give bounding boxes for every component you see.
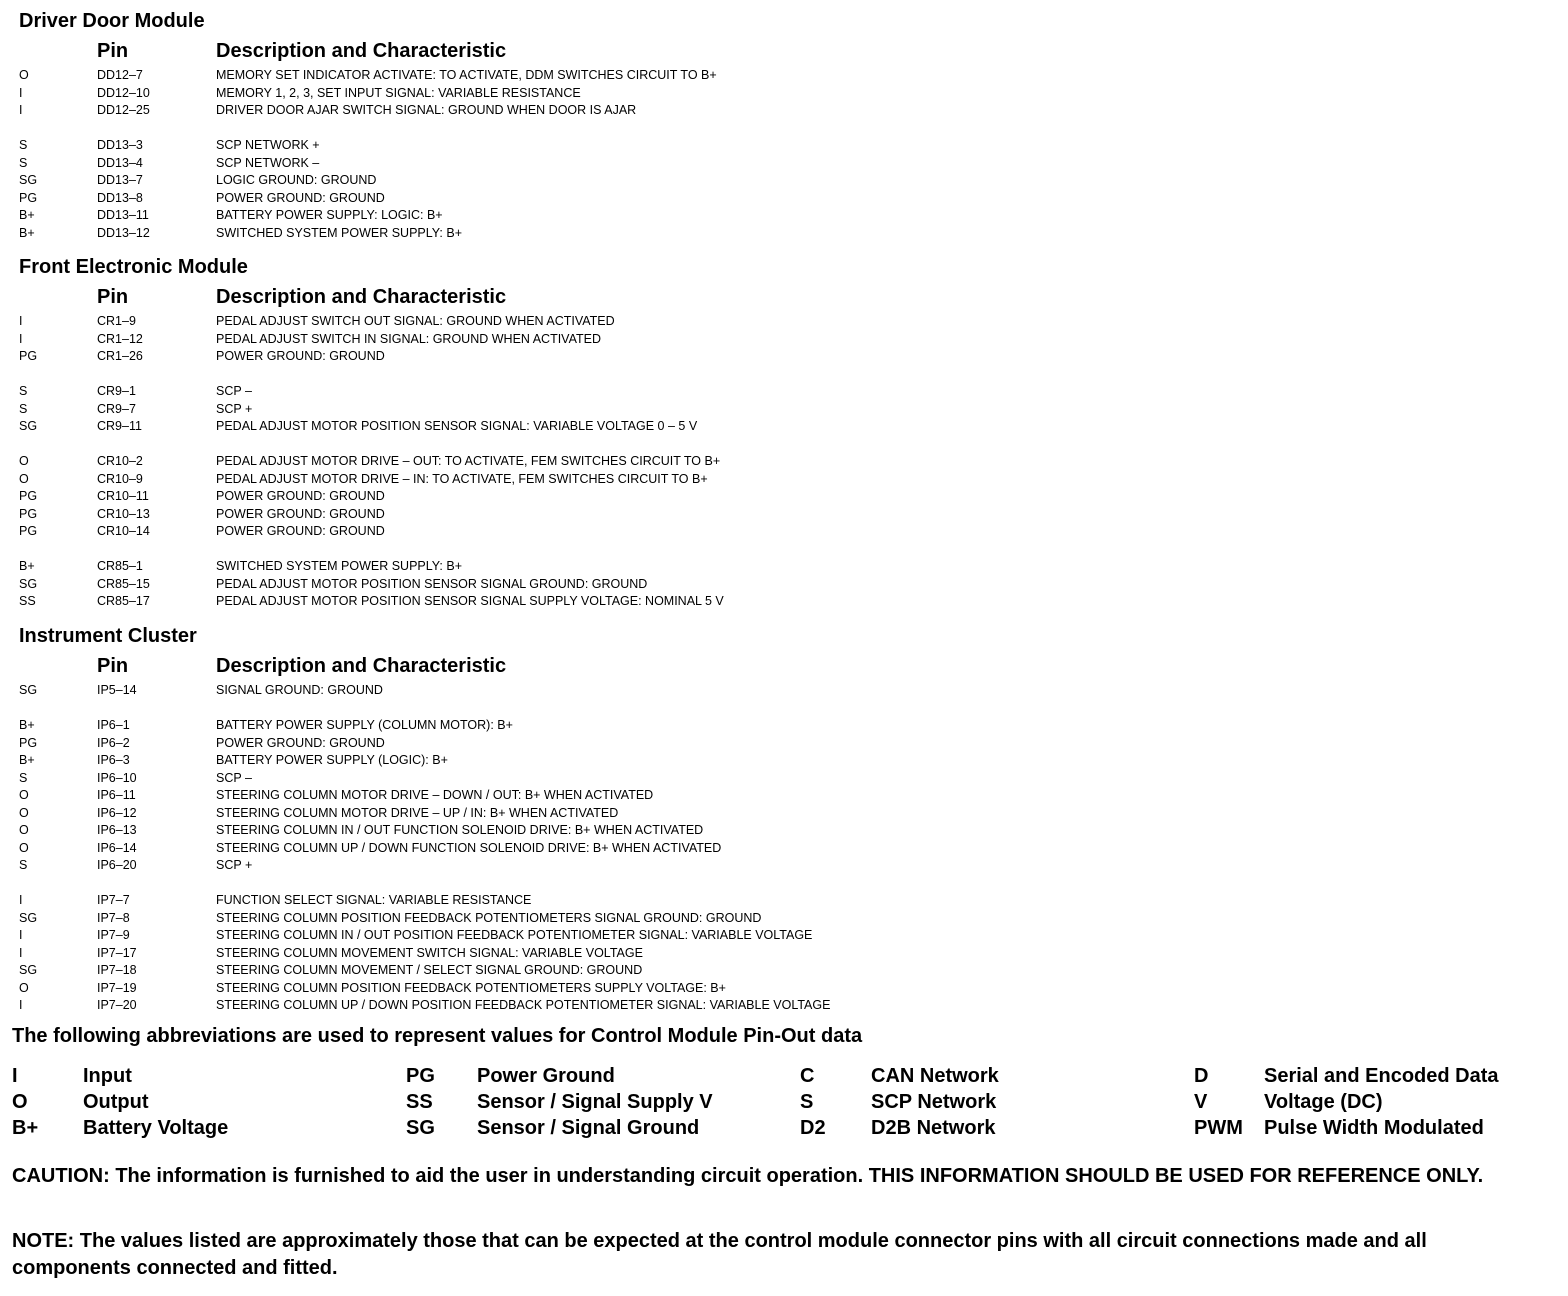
pin-description: STEERING COLUMN MOVEMENT SWITCH SIGNAL: VARIABLE VOLTAGE <box>216 945 643 960</box>
pin-signal-type: PG <box>19 349 38 363</box>
pin-id: IP5–14 <box>97 683 137 697</box>
abbr-code: SS <box>406 1091 433 1113</box>
pin-id: IP6–2 <box>97 735 130 750</box>
pin-description: PEDAL ADJUST MOTOR POSITION SENSOR SIGNAL: VARIABLE VOLTAGE 0 – 5 V <box>216 419 698 433</box>
pin-signal-type: B+ <box>19 559 35 573</box>
pin-description: STEERING COLUMN MOVEMENT / SELECT SIGNAL GROUND: GROUND <box>216 963 643 977</box>
pin-description: BATTERY POWER SUPPLY (LOGIC): B+ <box>216 753 448 767</box>
pin-signal-type: SS <box>19 594 36 608</box>
abbr-code: B+ <box>12 1117 39 1139</box>
pin-signal-type: I <box>19 331 23 346</box>
pin-row <box>0 558 1568 576</box>
pin-row <box>0 85 1568 103</box>
description-column-header: Description and Characteristic <box>216 286 507 308</box>
pin-id: IP6–14 <box>97 840 137 855</box>
abbr-code: D2 <box>800 1117 826 1139</box>
abbr-code: V <box>1194 1091 1208 1113</box>
pin-id: IP6–3 <box>97 753 130 767</box>
pin-description: POWER GROUND: GROUND <box>216 735 385 750</box>
pin-signal-type: I <box>19 103 23 117</box>
abbr-meaning: Serial and Encoded Data <box>1264 1065 1499 1087</box>
pin-id: DD13–11 <box>97 208 149 222</box>
pin-id: IP7–20 <box>97 998 137 1012</box>
pin-signal-type: SG <box>19 173 38 187</box>
caution-text: CAUTION: The information is furnished to aid the user in understanding circuit operation. THIS INFORMATION SHOULD BE USED FOR REFERENCE ONLY. <box>12 1165 1484 1187</box>
pin-signal-type: SG <box>19 419 38 433</box>
pin-row <box>0 682 1568 700</box>
pin-id: DD12–7 <box>97 68 143 82</box>
pin-description: SIGNAL GROUND: GROUND <box>216 683 383 697</box>
pin-signal-type: PG <box>19 489 38 503</box>
pin-id: CR85–15 <box>97 576 150 591</box>
pin-id: DD13–3 <box>97 138 143 152</box>
pin-signal-type: I <box>19 314 23 328</box>
pin-id: CR10–13 <box>97 506 150 521</box>
pin-row <box>0 67 1568 85</box>
pin-description: POWER GROUND: GROUND <box>216 349 385 363</box>
pin-description: FUNCTION SELECT SIGNAL: VARIABLE RESISTANCE <box>216 893 532 907</box>
pin-signal-type: O <box>19 805 29 820</box>
pin-description: PEDAL ADJUST MOTOR DRIVE – OUT: TO ACTIVATE, FEM SWITCHES CIRCUIT TO B+ <box>216 454 721 468</box>
abbr-code: D <box>1194 1065 1209 1087</box>
pin-id: DD13–4 <box>97 155 143 170</box>
abbr-code: O <box>12 1091 28 1113</box>
pin-row <box>0 945 1568 963</box>
pin-id: CR85–1 <box>97 559 143 573</box>
pin-signal-type: I <box>19 945 23 960</box>
pin-column-header: Pin <box>97 655 129 677</box>
pin-signal-type: S <box>19 384 28 398</box>
pin-row <box>0 770 1568 788</box>
description-column-header: Description and Characteristic <box>216 40 507 62</box>
pin-signal-type: SG <box>19 963 38 977</box>
pin-signal-type: O <box>19 454 29 468</box>
pin-row <box>0 401 1568 419</box>
abbr-meaning: SCP Network <box>871 1091 997 1113</box>
pin-row <box>0 927 1568 945</box>
abbr-code: SG <box>406 1117 435 1139</box>
pin-signal-type: O <box>19 840 29 855</box>
pin-description: SCP – <box>216 770 252 785</box>
pin-id: CR10–14 <box>97 524 150 538</box>
pin-row <box>0 523 1568 541</box>
pin-signal-type: PG <box>19 506 38 521</box>
pin-description: POWER GROUND: GROUND <box>216 524 385 538</box>
abbr-meaning: Voltage (DC) <box>1264 1091 1383 1113</box>
pin-description: STEERING COLUMN POSITION FEEDBACK POTENTIOMETERS SIGNAL GROUND: GROUND <box>216 910 762 925</box>
pin-row <box>0 190 1568 208</box>
pin-signal-type: S <box>19 770 28 785</box>
pin-row <box>0 471 1568 489</box>
pin-row <box>0 962 1568 980</box>
pin-row <box>0 822 1568 840</box>
pin-id: IP7–8 <box>97 910 130 925</box>
pin-description: STEERING COLUMN IN / OUT POSITION FEEDBACK POTENTIOMETER SIGNAL: VARIABLE VOLTAGE <box>216 928 813 942</box>
pin-description: STEERING COLUMN UP / DOWN FUNCTION SOLENOID DRIVE: B+ WHEN ACTIVATED <box>216 840 722 855</box>
pin-signal-type: O <box>19 980 29 995</box>
pin-signal-type: I <box>19 85 23 100</box>
pin-signal-type: PG <box>19 524 38 538</box>
pin-column-header: Pin <box>97 40 129 62</box>
abbr-meaning: Input <box>83 1065 132 1087</box>
pin-signal-type: S <box>19 858 28 872</box>
abbr-meaning: D2B Network <box>871 1117 996 1139</box>
pin-row <box>0 207 1568 225</box>
abbr-meaning: Battery Voltage <box>83 1117 229 1139</box>
pin-id: CR85–17 <box>97 594 150 608</box>
pin-description: MEMORY 1, 2, 3, SET INPUT SIGNAL: VARIABLE RESISTANCE <box>216 85 581 100</box>
abbr-code: S <box>800 1091 814 1113</box>
pin-id: IP6–1 <box>97 718 130 732</box>
pin-signal-type: S <box>19 138 28 152</box>
pin-description: STEERING COLUMN POSITION FEEDBACK POTENTIOMETERS SUPPLY VOLTAGE: B+ <box>216 980 726 995</box>
pin-description: SCP NETWORK – <box>216 155 320 170</box>
pin-description: STEERING COLUMN MOTOR DRIVE – UP / IN: B+ WHEN ACTIVATED <box>216 805 619 820</box>
pin-row <box>0 348 1568 366</box>
abbr-code: PG <box>406 1065 435 1087</box>
pin-description: SCP + <box>216 401 253 416</box>
section-title-driver-door-module: Driver Door Module <box>19 10 205 32</box>
abbr-code: I <box>12 1065 18 1087</box>
pin-description: SCP + <box>216 858 253 872</box>
pin-signal-type: I <box>19 928 23 942</box>
pin-row <box>0 102 1568 120</box>
abbr-meaning: Output <box>83 1091 149 1113</box>
pin-description: PEDAL ADJUST MOTOR POSITION SENSOR SIGNAL GROUND: GROUND <box>216 576 648 591</box>
pin-description: STEERING COLUMN UP / DOWN POSITION FEEDBACK POTENTIOMETER SIGNAL: VARIABLE VOLTAGE <box>216 998 831 1012</box>
pin-id: CR9–7 <box>97 401 136 416</box>
pin-row <box>0 313 1568 331</box>
section-title-front-electronic-module: Front Electronic Module <box>19 256 248 278</box>
pin-id: DD12–25 <box>97 103 150 117</box>
pin-signal-type: O <box>19 68 29 82</box>
pin-row <box>0 418 1568 436</box>
pin-row <box>0 172 1568 190</box>
pin-signal-type: I <box>19 998 23 1012</box>
pin-id: CR1–12 <box>97 331 143 346</box>
abbr-meaning: CAN Network <box>871 1065 999 1087</box>
pin-id: IP6–11 <box>97 788 136 802</box>
pin-id: CR1–9 <box>97 314 136 328</box>
pin-id: DD13–7 <box>97 173 143 187</box>
pin-signal-type: B+ <box>19 753 35 767</box>
pin-id: CR10–2 <box>97 454 143 468</box>
description-column-header: Description and Characteristic <box>216 655 507 677</box>
pin-row <box>0 980 1568 998</box>
pin-id: DD13–8 <box>97 190 143 205</box>
pin-id: CR9–11 <box>97 419 142 433</box>
abbr-meaning: Power Ground <box>477 1065 615 1087</box>
pin-row <box>0 910 1568 928</box>
pin-row <box>0 225 1568 243</box>
pin-row <box>0 137 1568 155</box>
pin-row <box>0 857 1568 875</box>
pin-row <box>0 383 1568 401</box>
pin-row <box>0 331 1568 349</box>
pin-description: POWER GROUND: GROUND <box>216 190 385 205</box>
pin-signal-type: S <box>19 155 28 170</box>
pin-id: DD12–10 <box>97 85 150 100</box>
pin-description: SWITCHED SYSTEM POWER SUPPLY: B+ <box>216 559 462 573</box>
pin-id: IP6–12 <box>97 805 137 820</box>
abbreviations-title: The following abbreviations are used to represent values for Control Module Pin-Out data <box>12 1025 863 1047</box>
pin-signal-type: B+ <box>19 225 35 240</box>
pin-description: PEDAL ADJUST MOTOR POSITION SENSOR SIGNAL SUPPLY VOLTAGE: NOMINAL 5 V <box>216 594 724 608</box>
pin-description: POWER GROUND: GROUND <box>216 506 385 521</box>
pin-description: STEERING COLUMN IN / OUT FUNCTION SOLENOID DRIVE: B+ WHEN ACTIVATED <box>216 823 704 837</box>
pin-description: POWER GROUND: GROUND <box>216 489 385 503</box>
pin-description: MEMORY SET INDICATOR ACTIVATE: TO ACTIVATE, DDM SWITCHES CIRCUIT TO B+ <box>216 68 717 82</box>
pin-signal-type: I <box>19 893 23 907</box>
pin-description: PEDAL ADJUST SWITCH IN SIGNAL: GROUND WHEN ACTIVATED <box>216 331 602 346</box>
pin-id: CR10–11 <box>97 489 149 503</box>
pin-row <box>0 892 1568 910</box>
pin-description: DRIVER DOOR AJAR SWITCH SIGNAL: GROUND WHEN DOOR IS AJAR <box>216 103 637 117</box>
abbr-code: C <box>800 1065 815 1087</box>
pin-id: IP7–19 <box>97 980 137 995</box>
pin-row <box>0 805 1568 823</box>
pin-row <box>0 787 1568 805</box>
pin-description: SWITCHED SYSTEM POWER SUPPLY: B+ <box>216 225 462 240</box>
pin-description: SCP NETWORK + <box>216 138 320 152</box>
pin-id: IP7–17 <box>97 945 137 960</box>
abbr-meaning: Pulse Width Modulated <box>1264 1117 1484 1139</box>
pin-row <box>0 453 1568 471</box>
pin-row <box>0 717 1568 735</box>
pin-row <box>0 155 1568 173</box>
pin-signal-type: B+ <box>19 208 35 222</box>
pin-signal-type: SG <box>19 910 38 925</box>
pin-signal-type: SG <box>19 683 38 697</box>
pin-signal-type: B+ <box>19 718 35 732</box>
pin-signal-type: SG <box>19 576 38 591</box>
pin-signal-type: O <box>19 788 29 802</box>
pin-description: PEDAL ADJUST SWITCH OUT SIGNAL: GROUND WHEN ACTIVATED <box>216 314 615 328</box>
pin-id: IP7–9 <box>97 928 130 942</box>
pin-description: LOGIC GROUND: GROUND <box>216 173 377 187</box>
pin-id: CR10–9 <box>97 471 143 486</box>
pin-description: PEDAL ADJUST MOTOR DRIVE – IN: TO ACTIVATE, FEM SWITCHES CIRCUIT TO B+ <box>216 471 708 486</box>
pin-description: BATTERY POWER SUPPLY (COLUMN MOTOR): B+ <box>216 718 513 732</box>
abbr-meaning: Sensor / Signal Supply V <box>477 1091 713 1113</box>
pin-id: IP6–10 <box>97 770 137 785</box>
pin-description: BATTERY POWER SUPPLY: LOGIC: B+ <box>216 208 443 222</box>
pin-row <box>0 506 1568 524</box>
pin-id: IP6–20 <box>97 858 137 872</box>
pin-id: IP6–13 <box>97 823 137 837</box>
pin-signal-type: PG <box>19 190 38 205</box>
pin-signal-type: PG <box>19 735 38 750</box>
section-title-instrument-cluster: Instrument Cluster <box>19 625 197 647</box>
note-text: NOTE: The values listed are approximately those that can be expected at the control module connector pins with all circuit connections made and all components connected and fitted. <box>12 1230 1427 1279</box>
abbr-code: PWM <box>1194 1117 1243 1139</box>
pin-row <box>0 752 1568 770</box>
pin-row <box>0 576 1568 594</box>
pin-id: CR9–1 <box>97 384 136 398</box>
pin-description: STEERING COLUMN MOTOR DRIVE – DOWN / OUT: B+ WHEN ACTIVATED <box>216 788 654 802</box>
pin-id: IP7–18 <box>97 963 137 977</box>
pin-column-header: Pin <box>97 286 129 308</box>
pin-id: DD13–12 <box>97 225 150 240</box>
pin-row <box>0 997 1568 1015</box>
abbr-meaning: Sensor / Signal Ground <box>477 1117 700 1139</box>
pin-description: SCP – <box>216 384 252 398</box>
pin-row <box>0 735 1568 753</box>
pin-id: CR1–26 <box>97 349 143 363</box>
pin-id: IP7–7 <box>97 893 130 907</box>
pin-signal-type: O <box>19 823 29 837</box>
pin-signal-type: O <box>19 471 29 486</box>
pin-row <box>0 593 1568 611</box>
pin-row <box>0 488 1568 506</box>
pin-row <box>0 840 1568 858</box>
pin-signal-type: S <box>19 401 28 416</box>
